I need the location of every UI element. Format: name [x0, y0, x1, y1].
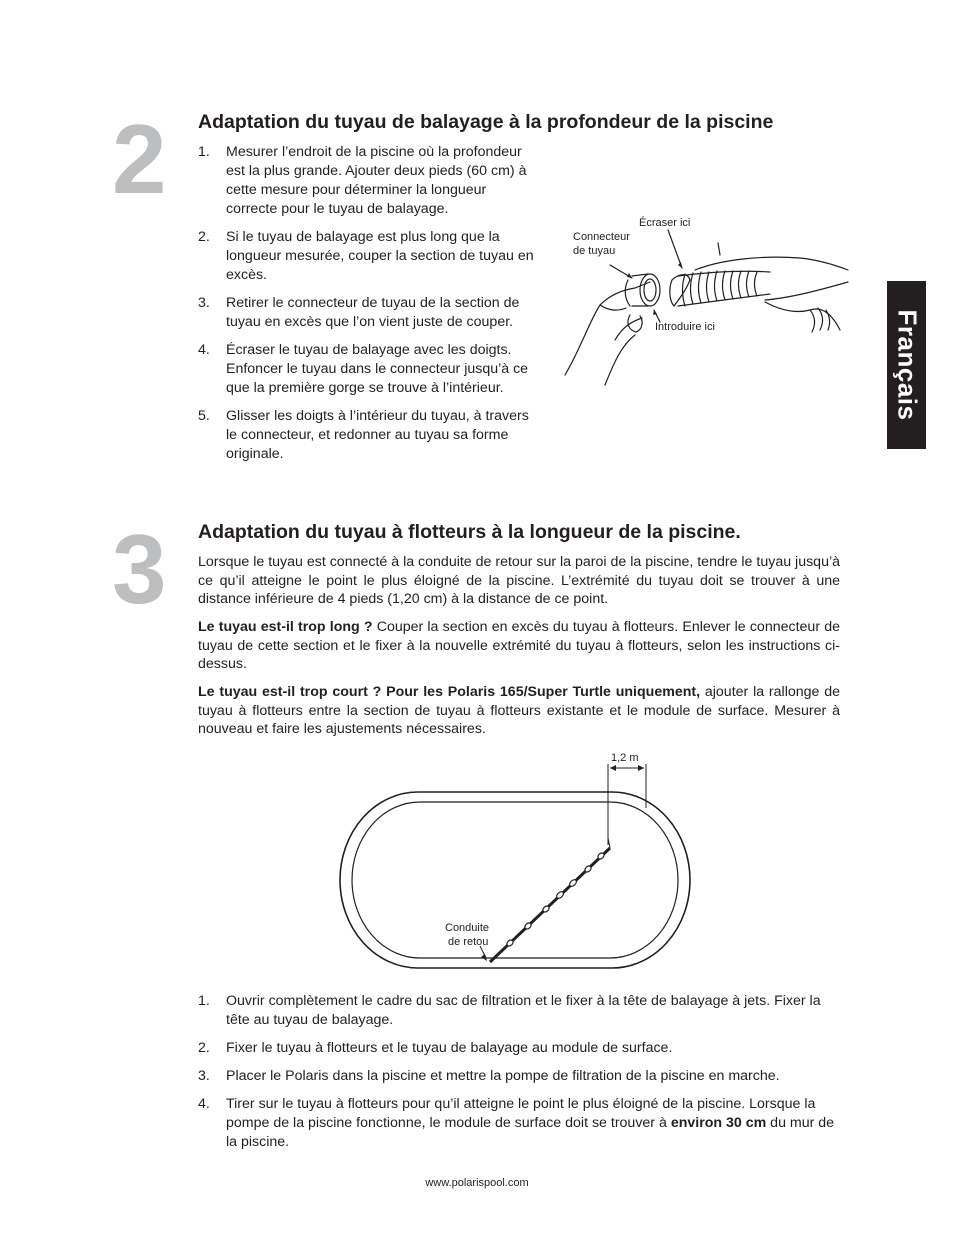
section-3-steps	[198, 992, 848, 1161]
label-crush-here: Écraser ici	[639, 217, 691, 229]
language-tab	[887, 281, 926, 449]
label-insert-here: Introduire ici	[655, 321, 715, 333]
section-3-intro: Lorsque le tuyau est connecté à la conduite de retour sur la paroi de la piscine, tendre le tuyau jusqu’à ce qu’il atteigne le point le plus éloigné de la piscine. L’extrémité du tuyau doit se trouver à une distance inférieure de 4 pieds (1,20 cm) à la distance de ce point.	[198, 554, 840, 607]
section-3-title: Adaptation du tuyau à flotteurs à la longueur de la piscine.	[198, 521, 741, 543]
too-short-heading: Le tuyau est-il trop court ? Pour les Polaris 165/Super Turtle uniquement,	[198, 684, 701, 700]
list-item: 1. Mesurer l’endroit de la piscine où la profondeur est la plus grande. Ajouter deux pieds (60 cm) à cette mesure pour déterminer la longueur correcte pour le tuyau de balayage.	[198, 144, 527, 217]
distance-label: 1,2 m	[611, 752, 639, 764]
too-short-paragraph: Le tuyau est-il trop court ? Pour les Polaris 165/Super Turtle uniquement, ajouter la rallonge de tuyau à flotteurs entre la section de tuyau à flotteurs existante et le module de surface. Mesurer à nouveau et faire les ajustements nécessaires.	[198, 684, 841, 737]
list-item: 4. Tirer sur le tuyau à flotteurs pour qu’il atteigne le point le plus éloigné de la piscine. Lorsque la pompe de la piscine fonctionne, le module de surface doit se trouver à environ 30 cm du mur de la piscine.	[198, 1096, 835, 1150]
language-tab-label: Français	[892, 309, 922, 421]
footer-url: www.polarispool.com	[425, 1177, 529, 1189]
too-long-heading: Le tuyau est-il trop long ?	[198, 619, 373, 635]
section-2-title: Adaptation du tuyau de balayage à la profondeur de la piscine	[198, 111, 774, 133]
label-return-line-line1: Conduite	[445, 922, 490, 934]
list-item: 5. Glisser les doigts à l’intérieur du tuyau, à travers le connecteur, et redonner au tuyau sa forme originale.	[198, 408, 529, 462]
list-item: 2. Si le tuyau de balayage est plus long que la longueur mesurée, couper la section de tuyau en excès.	[198, 229, 534, 283]
list-item: 1. Ouvrir complètement le cadre du sac de filtration et le fixer à la tête de balayage à jets. Fixer la tête au tuyau de balayage.	[198, 993, 821, 1028]
label-hose-connector-line1: Connecteur	[573, 231, 630, 243]
label-return-line-line2: de retou	[448, 936, 489, 948]
section-2-steps	[198, 143, 540, 473]
list-item: 2. Fixer le tuyau à flotteurs et le tuyau de balayage au module de surface.	[198, 1040, 673, 1056]
list-item: 4. Écraser le tuyau de balayage avec les doigts. Enfoncer le tuyau dans le connecteur jusqu’à ce que la première gorge se trouve à l’intérieur.	[198, 342, 529, 396]
label-hose-connector-line2: de tuyau	[573, 245, 616, 257]
list-item: 3. Retirer le connecteur de tuyau de la section de tuyau en excès que l’on vient juste de couper.	[198, 295, 520, 330]
section-2-number: 2	[112, 104, 165, 214]
pool-diagram	[330, 750, 700, 980]
list-item: 3. Placer le Polaris dans la piscine et mettre la pompe de filtration de la piscine en marche.	[198, 1068, 780, 1084]
too-long-paragraph: Le tuyau est-il trop long ? Couper la section en excès du tuyau à flotteurs. Enlever le connecteur de tuyau de cette section et le fixer à la nouvelle extrémité du tuyau à flotteurs, selon les instructions ci-dessus.	[198, 619, 840, 672]
section-3-number: 3	[112, 514, 165, 624]
